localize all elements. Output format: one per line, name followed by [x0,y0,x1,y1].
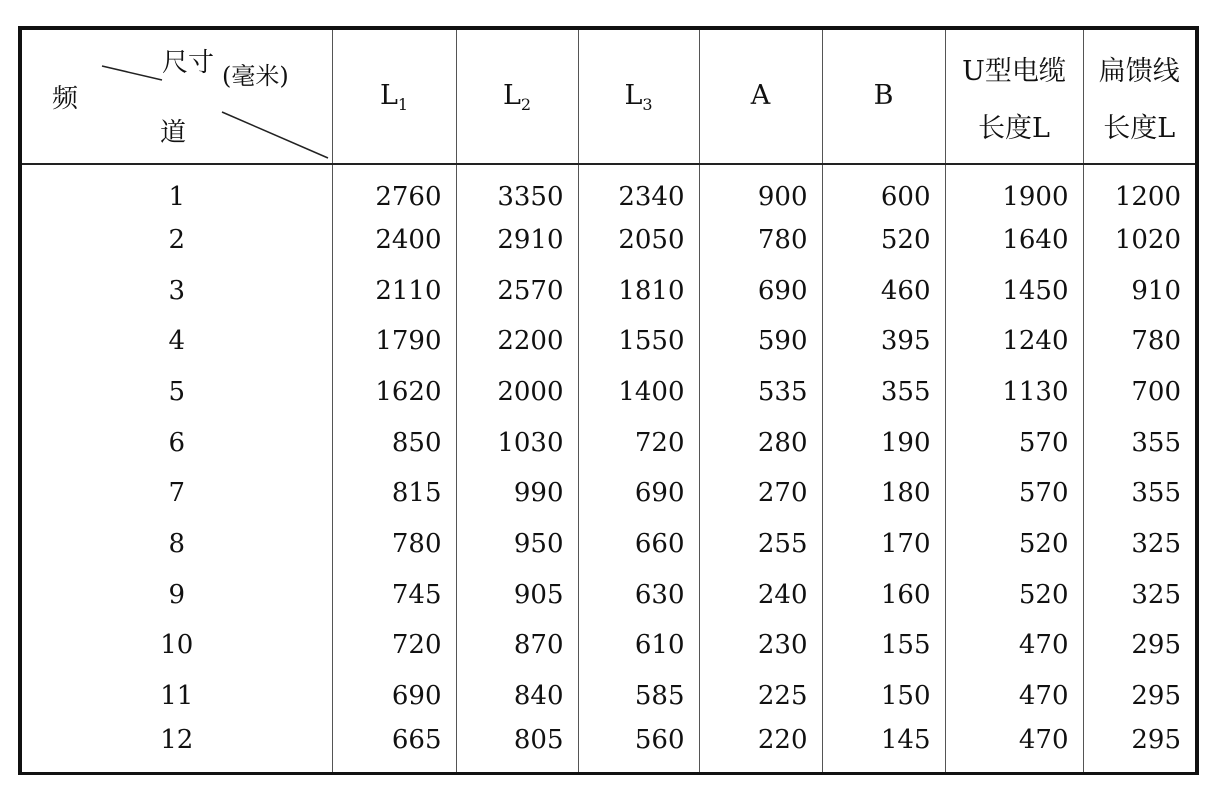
value-cell: 150 [822,671,945,722]
value-cell: 3350 [456,164,578,215]
channel-cell: 9 [168,579,186,610]
value-cell: 280 [699,417,822,468]
value-cell: 270 [699,468,822,519]
feeder-line2: 长度L [1103,112,1176,144]
value-cell: 2200 [456,316,578,367]
value-cell: 585 [578,671,699,722]
corner-label-size: 尺寸 [162,48,215,78]
corner-label-pin: 频 [52,84,79,114]
header-row [22,30,1195,164]
table-body [22,164,1195,772]
value-cell: 220 [699,721,822,772]
value-cell: 180 [822,468,945,519]
channel-cell: 12 [160,724,194,755]
value-cell: 590 [699,316,822,367]
channel-cell: 3 [168,275,186,306]
value-cell: 520 [945,569,1083,620]
channel-cell: 11 [160,680,194,711]
value-cell: 255 [699,519,822,570]
table-row [22,468,1195,519]
value-cell: 395 [822,316,945,367]
value-cell: 690 [699,265,822,316]
value-cell: 905 [456,569,578,620]
header-l1: $L_1$ [332,30,456,164]
value-cell: 1130 [945,367,1083,418]
value-cell: 470 [945,671,1083,722]
value-cell: 780 [1083,316,1195,367]
table-row [22,367,1195,418]
value-cell: 190 [822,417,945,468]
channel-cell: 2 [168,224,186,255]
dimension-table-frame [18,26,1199,775]
channel-cell: 6 [168,427,186,458]
dimension-table [22,30,1195,772]
value-cell: 900 [699,164,822,215]
value-cell: 950 [456,519,578,570]
value-cell: 1550 [578,316,699,367]
channel-cell: 4 [168,326,186,357]
header-b: B [822,30,945,164]
table-row [22,569,1195,620]
value-cell: 1790 [332,316,456,367]
value-cell: 155 [822,620,945,671]
value-cell: 2000 [456,367,578,418]
value-cell: 460 [822,265,945,316]
value-cell: 2570 [456,265,578,316]
value-cell: 355 [1083,468,1195,519]
channel-cell: 10 [160,630,194,661]
value-cell: 470 [945,721,1083,772]
value-cell: 2760 [332,164,456,215]
value-cell: 355 [822,367,945,418]
value-cell: 1400 [578,367,699,418]
value-cell: 170 [822,519,945,570]
value-cell: 1900 [945,164,1083,215]
value-cell: 870 [456,620,578,671]
value-cell: 990 [456,468,578,519]
corner-label-dao: 道 [160,118,187,148]
corner-label-unit: (毫米) [222,62,289,90]
value-cell: 610 [578,620,699,671]
value-cell: 2050 [578,215,699,266]
table-row [22,215,1195,266]
value-cell: 520 [945,519,1083,570]
value-cell: 2400 [332,215,456,266]
value-cell: 2910 [456,215,578,266]
value-cell: 295 [1083,671,1195,722]
value-cell: 570 [945,468,1083,519]
value-cell: 1810 [578,265,699,316]
value-cell: 1450 [945,265,1083,316]
table-row [22,164,1195,215]
value-cell: 815 [332,468,456,519]
value-cell: 230 [699,620,822,671]
header-l2: $L_2$ [456,30,578,164]
value-cell: 570 [945,417,1083,468]
value-cell: 720 [332,620,456,671]
header-l3: $L_3$ [578,30,699,164]
value-cell: 2110 [332,265,456,316]
value-cell: 780 [332,519,456,570]
value-cell: 690 [332,671,456,722]
value-cell: 745 [332,569,456,620]
value-cell: 690 [578,468,699,519]
value-cell: 780 [699,215,822,266]
value-cell: 1200 [1083,164,1195,215]
channel-cell: 7 [168,478,186,509]
value-cell: 145 [822,721,945,772]
value-cell: 850 [332,417,456,468]
channel-cell: 1 [168,181,186,212]
value-cell: 2340 [578,164,699,215]
value-cell: 295 [1083,721,1195,772]
value-cell: 520 [822,215,945,266]
value-cell: 910 [1083,265,1195,316]
value-cell: 1640 [945,215,1083,266]
feeder-line1: 扁馈线 [1098,55,1180,87]
header-a: A [699,30,822,164]
value-cell: 295 [1083,620,1195,671]
value-cell: 160 [822,569,945,620]
header-cable-length [945,30,1083,164]
value-cell: 470 [945,620,1083,671]
table-row [22,316,1195,367]
channel-cell: 8 [168,528,186,559]
value-cell: 1020 [1083,215,1195,266]
value-cell: 840 [456,671,578,722]
value-cell: 560 [578,721,699,772]
value-cell: 720 [578,417,699,468]
value-cell: 600 [822,164,945,215]
corner-header-cell [22,30,332,164]
table-row [22,721,1195,772]
channel-cell: 5 [168,376,186,407]
value-cell: 240 [699,569,822,620]
value-cell: 355 [1083,417,1195,468]
value-cell: 660 [578,519,699,570]
value-cell: 665 [332,721,456,772]
value-cell: 1240 [945,316,1083,367]
value-cell: 535 [699,367,822,418]
value-cell: 700 [1083,367,1195,418]
table-row [22,519,1195,570]
value-cell: 325 [1083,569,1195,620]
value-cell: 630 [578,569,699,620]
value-cell: 325 [1083,519,1195,570]
cable-line2: 长度L [978,112,1050,144]
table-row [22,265,1195,316]
cable-line1: U型电缆 [962,55,1066,87]
table-row [22,671,1195,722]
value-cell: 805 [456,721,578,772]
table-row [22,417,1195,468]
header-feeder-length [1083,30,1195,164]
value-cell: 225 [699,671,822,722]
value-cell: 1620 [332,367,456,418]
table-row [22,620,1195,671]
value-cell: 1030 [456,417,578,468]
